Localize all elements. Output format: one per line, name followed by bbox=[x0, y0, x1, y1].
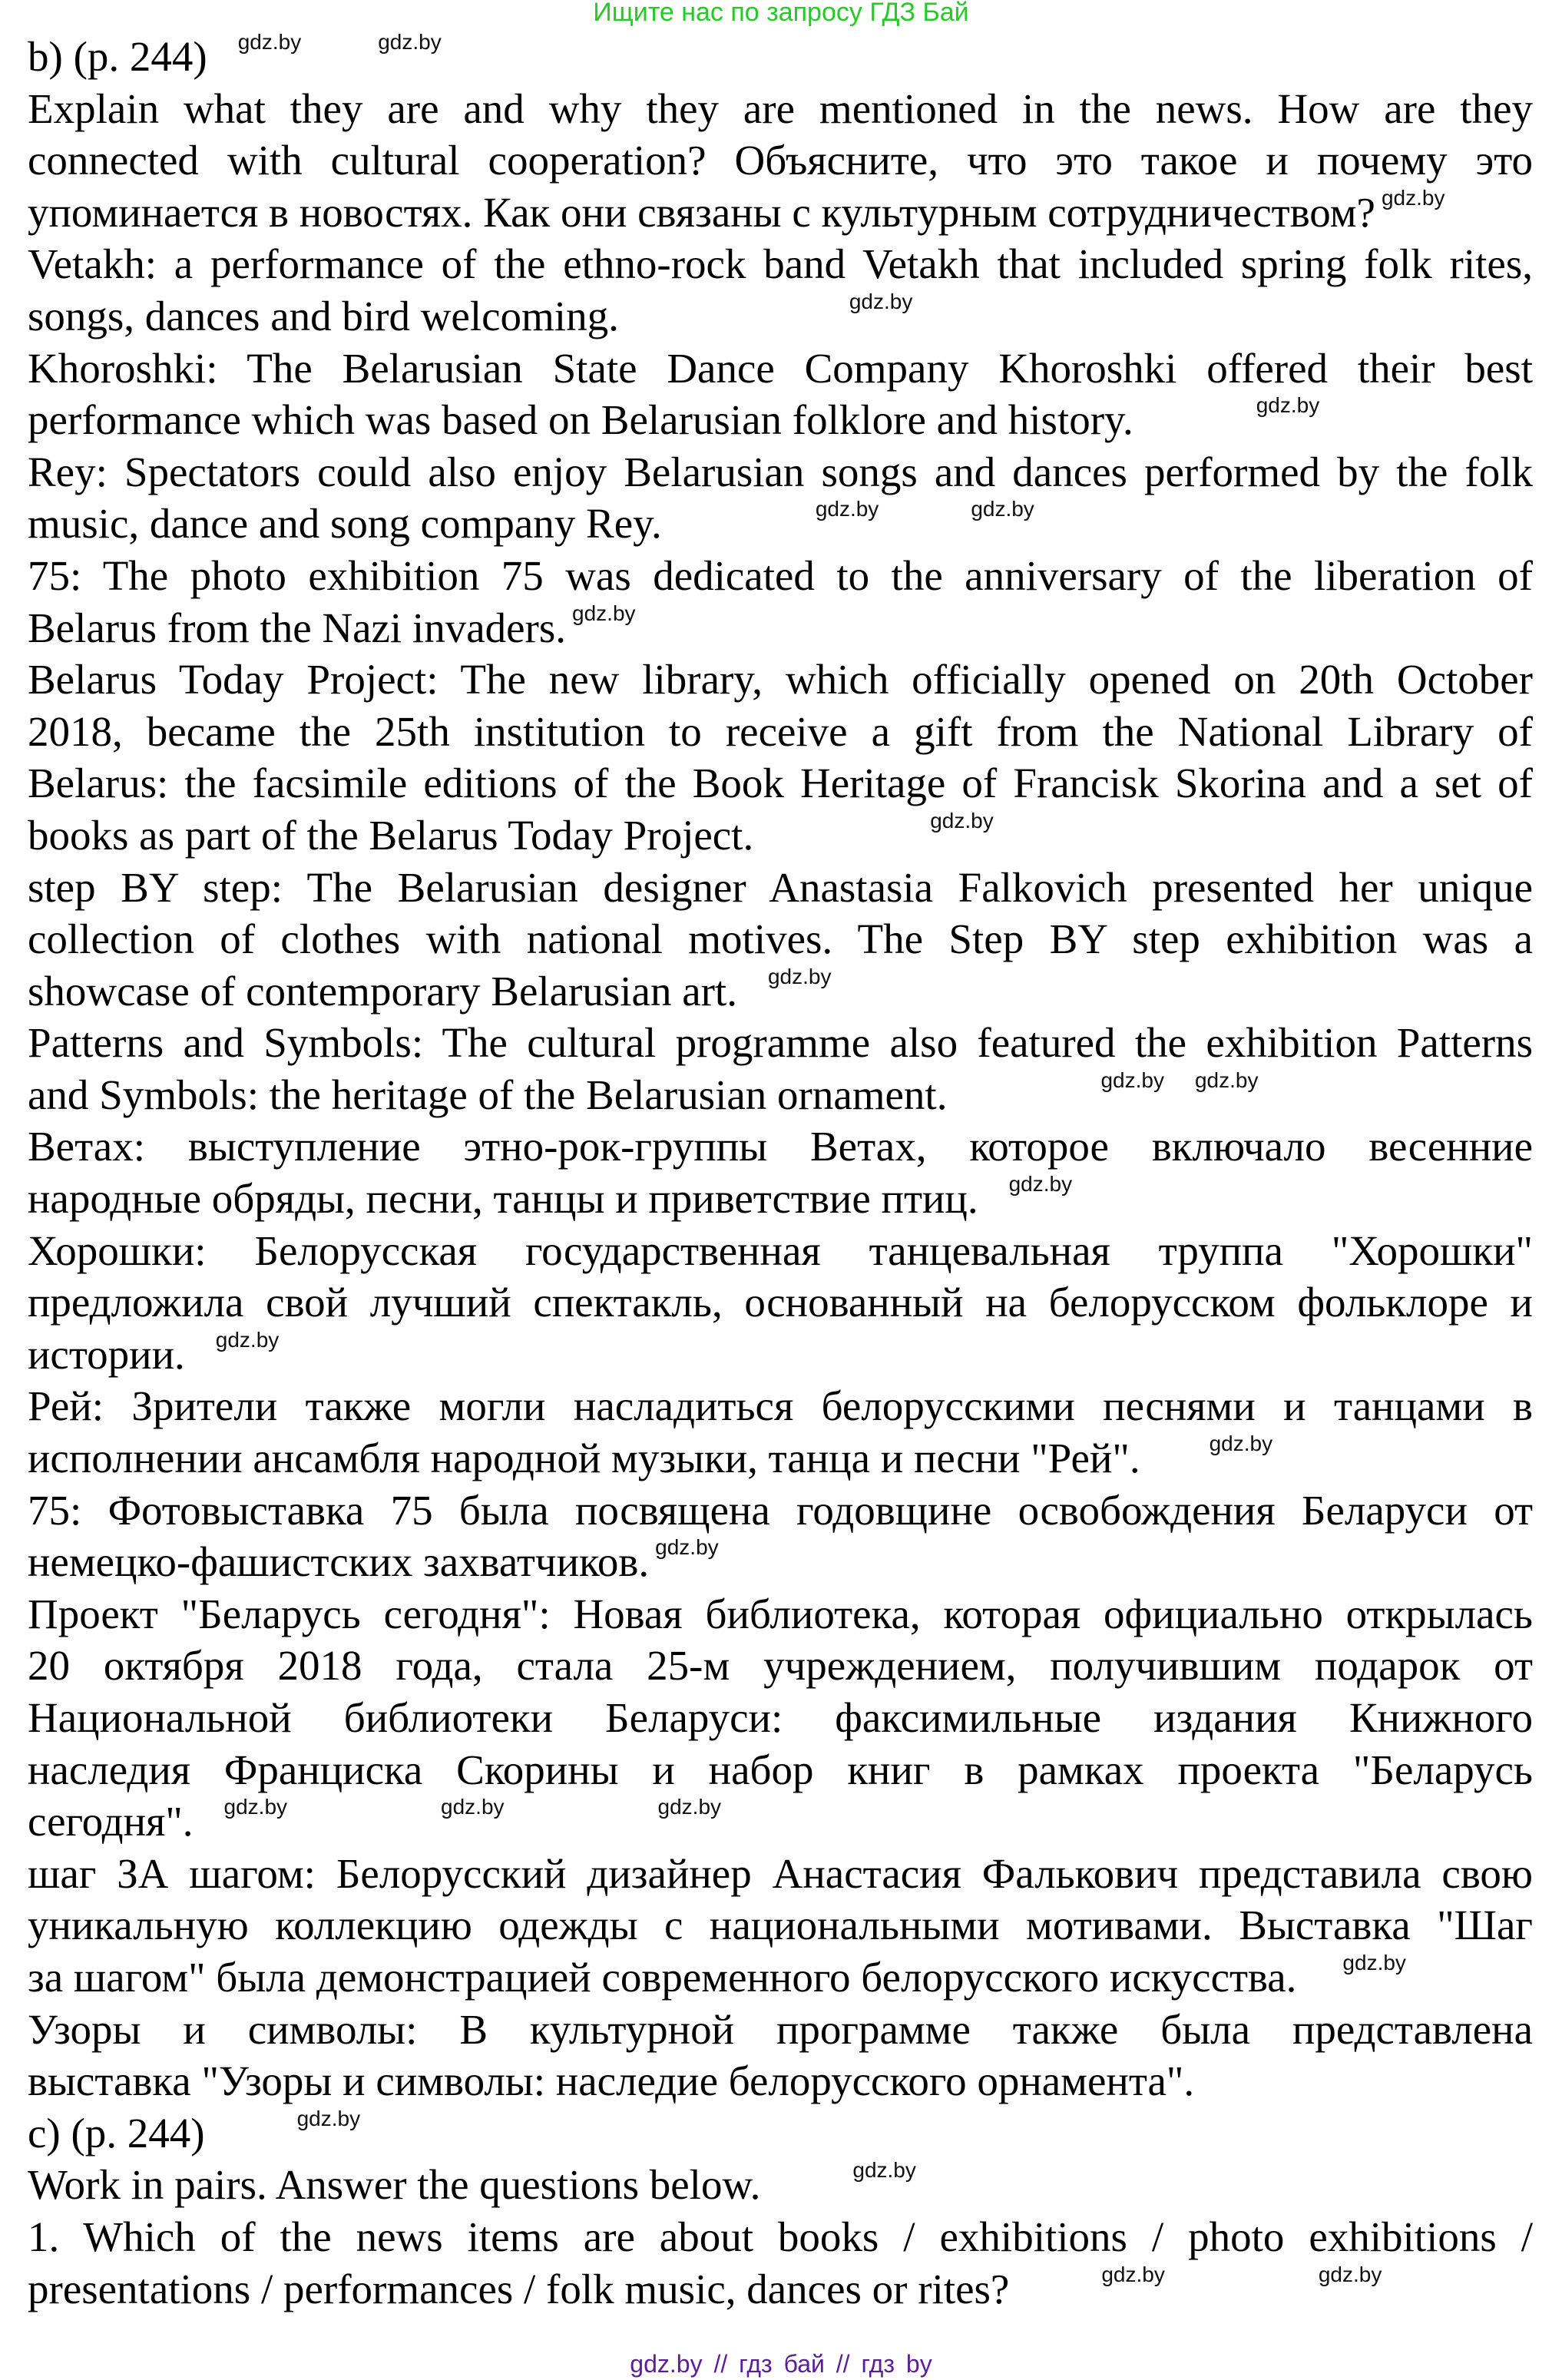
line-text: Рей: Зрители также могли насладиться белорусскими песнями и танцами в bbox=[28, 1382, 1533, 1430]
line-text: 20 октября 2018 года, стала 25-м учреждением, получившим подарок от bbox=[28, 1642, 1533, 1690]
text-line bbox=[28, 1329, 1533, 1381]
line-text: истории. bbox=[28, 1330, 185, 1378]
footer-links: gdz.by // гдз бай // гдз by bbox=[630, 2350, 932, 2378]
watermark: gdz.by bbox=[852, 2158, 916, 2183]
watermark: gdz.by bbox=[930, 808, 994, 833]
line-text: наследия Франциска Скорины и набор книг в рамках проекта "Беларусь bbox=[28, 1746, 1533, 1793]
text-line bbox=[28, 550, 1533, 602]
text-line bbox=[28, 1899, 1533, 1951]
text-line bbox=[28, 2004, 1533, 2056]
text-line bbox=[28, 862, 1533, 914]
line-text: 2018, became the 25th institution to receive a gift from the National Library of bbox=[28, 707, 1533, 755]
text-line bbox=[28, 1120, 1533, 1173]
text-line bbox=[28, 1276, 1533, 1329]
line-text: books as part of the Belarus Today Project. bbox=[28, 811, 754, 859]
text-line bbox=[28, 238, 1533, 290]
watermark: gdz.by bbox=[1318, 2262, 1382, 2286]
line-text: and Symbols: the heritage of the Belarusian ornament. bbox=[28, 1071, 948, 1118]
line-text: Vetakh: a performance of the ethno-rock band Vetakh that included spring folk rites, bbox=[28, 240, 1533, 288]
text-line bbox=[28, 602, 1533, 654]
watermark: gdz.by bbox=[441, 1795, 505, 1819]
watermark: gdz.by bbox=[971, 497, 1034, 521]
section-heading-b: b) (p. 244) bbox=[28, 33, 207, 80]
line-text: performance which was based on Belarusian folklore and history. bbox=[28, 396, 1133, 444]
document-body bbox=[28, 31, 1533, 2315]
line-text: 75: The photo exhibition 75 was dedicated to the anniversary of the liberation of bbox=[28, 551, 1533, 599]
line-text: 1. Which of the news items are about books / exhibitions / photo exhibitions / bbox=[28, 2213, 1533, 2260]
text-line bbox=[28, 1432, 1533, 1485]
text-line bbox=[28, 2055, 1533, 2107]
text-line bbox=[28, 1017, 1533, 1069]
text-line bbox=[28, 1848, 1533, 1900]
text-line bbox=[28, 809, 1533, 862]
line-text: исполнении ансамбля народной музыки, танца и песни "Рей". bbox=[28, 1435, 1140, 1482]
line-text: collection of clothes with national motives. The Step BY step exhibition was a bbox=[28, 915, 1533, 963]
line-text: connected with cultural cooperation? Объясните, что это такое и почему это bbox=[28, 137, 1533, 184]
text-line bbox=[28, 83, 1533, 135]
line-text: Хорошки: Белорусская государственная танцевальная труппа "Хорошки" bbox=[28, 1226, 1533, 1274]
text-line bbox=[28, 965, 1533, 1018]
watermark: gdz.by bbox=[1100, 1068, 1164, 1092]
watermark: gdz.by bbox=[237, 30, 302, 54]
text-line bbox=[28, 1951, 1533, 2004]
watermark: gdz.by bbox=[1342, 1950, 1406, 1975]
text-line bbox=[28, 1640, 1533, 1692]
text-line bbox=[28, 1069, 1533, 1121]
line-text: Patterns and Symbols: The cultural programme also featured the exhibition Patterns bbox=[28, 1019, 1533, 1067]
text-line bbox=[28, 706, 1533, 758]
watermark: gdz.by bbox=[296, 2106, 361, 2130]
text-line bbox=[28, 498, 1533, 550]
text-line bbox=[28, 2159, 1533, 2211]
line-text: упоминается в новостях. Как они связаны с культурным сотрудничеством? bbox=[28, 188, 1375, 236]
line-text: Work in pairs. Answer the questions below. bbox=[28, 2161, 761, 2209]
text-line bbox=[28, 2107, 1533, 2160]
watermark: gdz.by bbox=[1209, 1432, 1273, 1456]
watermark: gdz.by bbox=[223, 1795, 288, 1819]
section-heading-c: c) (p. 244) bbox=[28, 2109, 205, 2157]
watermark: gdz.by bbox=[1381, 185, 1445, 210]
text-line bbox=[28, 1536, 1533, 1588]
watermark: gdz.by bbox=[815, 497, 879, 521]
watermark: gdz.by bbox=[849, 289, 913, 313]
watermark: gdz.by bbox=[1194, 1068, 1259, 1092]
line-text: Explain what they are and why they are mentioned in the news. How are they bbox=[28, 84, 1533, 132]
line-text: предложила свой лучший спектакль, основанный на белорусском фольклоре и bbox=[28, 1279, 1533, 1326]
text-line bbox=[28, 1485, 1533, 1537]
text-line bbox=[28, 1173, 1533, 1225]
line-text: немецко-фашистских захватчиков. bbox=[28, 1538, 650, 1586]
text-line bbox=[28, 757, 1533, 809]
watermark: gdz.by bbox=[1256, 393, 1320, 418]
text-line bbox=[28, 446, 1533, 498]
text-line bbox=[28, 1692, 1533, 1744]
search-banner: Ищите нас по запросу ГДЗ Бай bbox=[593, 0, 969, 27]
line-text: Khoroshki: The Belarusian State Dance Company Khoroshki offered their best bbox=[28, 344, 1533, 392]
line-text: presentations / performances / folk music, dances or rites? bbox=[28, 2265, 1010, 2312]
text-line bbox=[28, 1588, 1533, 1640]
text-line bbox=[28, 394, 1533, 446]
text-line bbox=[28, 1380, 1533, 1432]
text-line bbox=[28, 343, 1533, 395]
line-text: 75: Фотовыставка 75 была посвящена годовщине освобождения Беларуси от bbox=[28, 1486, 1533, 1534]
text-line bbox=[28, 1225, 1533, 1277]
text-line bbox=[28, 1796, 1533, 1848]
watermark: gdz.by bbox=[1008, 1172, 1073, 1197]
watermark: gdz.by bbox=[378, 30, 442, 54]
line-text: Проект "Беларусь сегодня": Новая библиотека, которая официально открылась bbox=[28, 1590, 1533, 1637]
line-text: Belarus: the facsimile editions of the Book Heritage of Francisk Skorina and a set of bbox=[28, 760, 1533, 807]
line-text: шаг ЗА шагом: Белорусский дизайнер Анастасия Фалькович представила свою bbox=[28, 1849, 1533, 1897]
line-text: сегодня". bbox=[28, 1798, 194, 1845]
watermark: gdz.by bbox=[767, 964, 832, 988]
line-text: Belarus Today Project: The new library, which officially opened on 20th October bbox=[28, 656, 1533, 703]
text-line bbox=[28, 187, 1533, 239]
text-line bbox=[28, 2211, 1533, 2263]
line-text: Rey: Spectators could also enjoy Belarusian songs and dances performed by the folk bbox=[28, 448, 1533, 495]
line-text: выставка "Узоры и символы: наследие белорусского орнамента". bbox=[28, 2057, 1195, 2105]
text-line bbox=[28, 31, 1533, 83]
text-line bbox=[28, 290, 1533, 343]
line-text: songs, dances and bird welcoming. bbox=[28, 292, 619, 339]
line-text: Узоры и символы: В культурной программе также была представлена bbox=[28, 2005, 1533, 2053]
text-line bbox=[28, 654, 1533, 706]
text-line bbox=[28, 913, 1533, 965]
watermark: gdz.by bbox=[655, 1535, 719, 1560]
text-line bbox=[28, 134, 1533, 187]
line-text: music, dance and song company Rey. bbox=[28, 500, 662, 548]
text-line bbox=[28, 2263, 1533, 2315]
watermark: gdz.by bbox=[572, 601, 636, 625]
watermark: gdz.by bbox=[657, 1795, 722, 1819]
watermark: gdz.by bbox=[215, 1327, 280, 1352]
line-text: step BY step: The Belarusian designer Anastasia Falkovich presented her unique bbox=[28, 863, 1533, 911]
line-text: Ветах: выступление этно-рок-группы Ветах, которое включало весенние bbox=[28, 1123, 1533, 1170]
text-line bbox=[28, 1744, 1533, 1796]
watermark: gdz.by bbox=[1101, 2262, 1165, 2286]
line-text: showcase of contemporary Belarusian art. bbox=[28, 967, 737, 1015]
line-text: Belarus from the Nazi invaders. bbox=[28, 604, 567, 651]
line-text: народные обряды, песни, танцы и приветствие птиц. bbox=[28, 1175, 978, 1223]
line-text: за шагом" была демонстрацией современного белорусского искусства. bbox=[28, 1953, 1297, 2001]
line-text: уникальную коллекцию одежды с национальными мотивами. Выставка "Шаг bbox=[28, 1902, 1533, 1949]
line-text: Национальной библиотеки Беларуси: факсимильные издания Книжного bbox=[28, 1694, 1533, 1741]
